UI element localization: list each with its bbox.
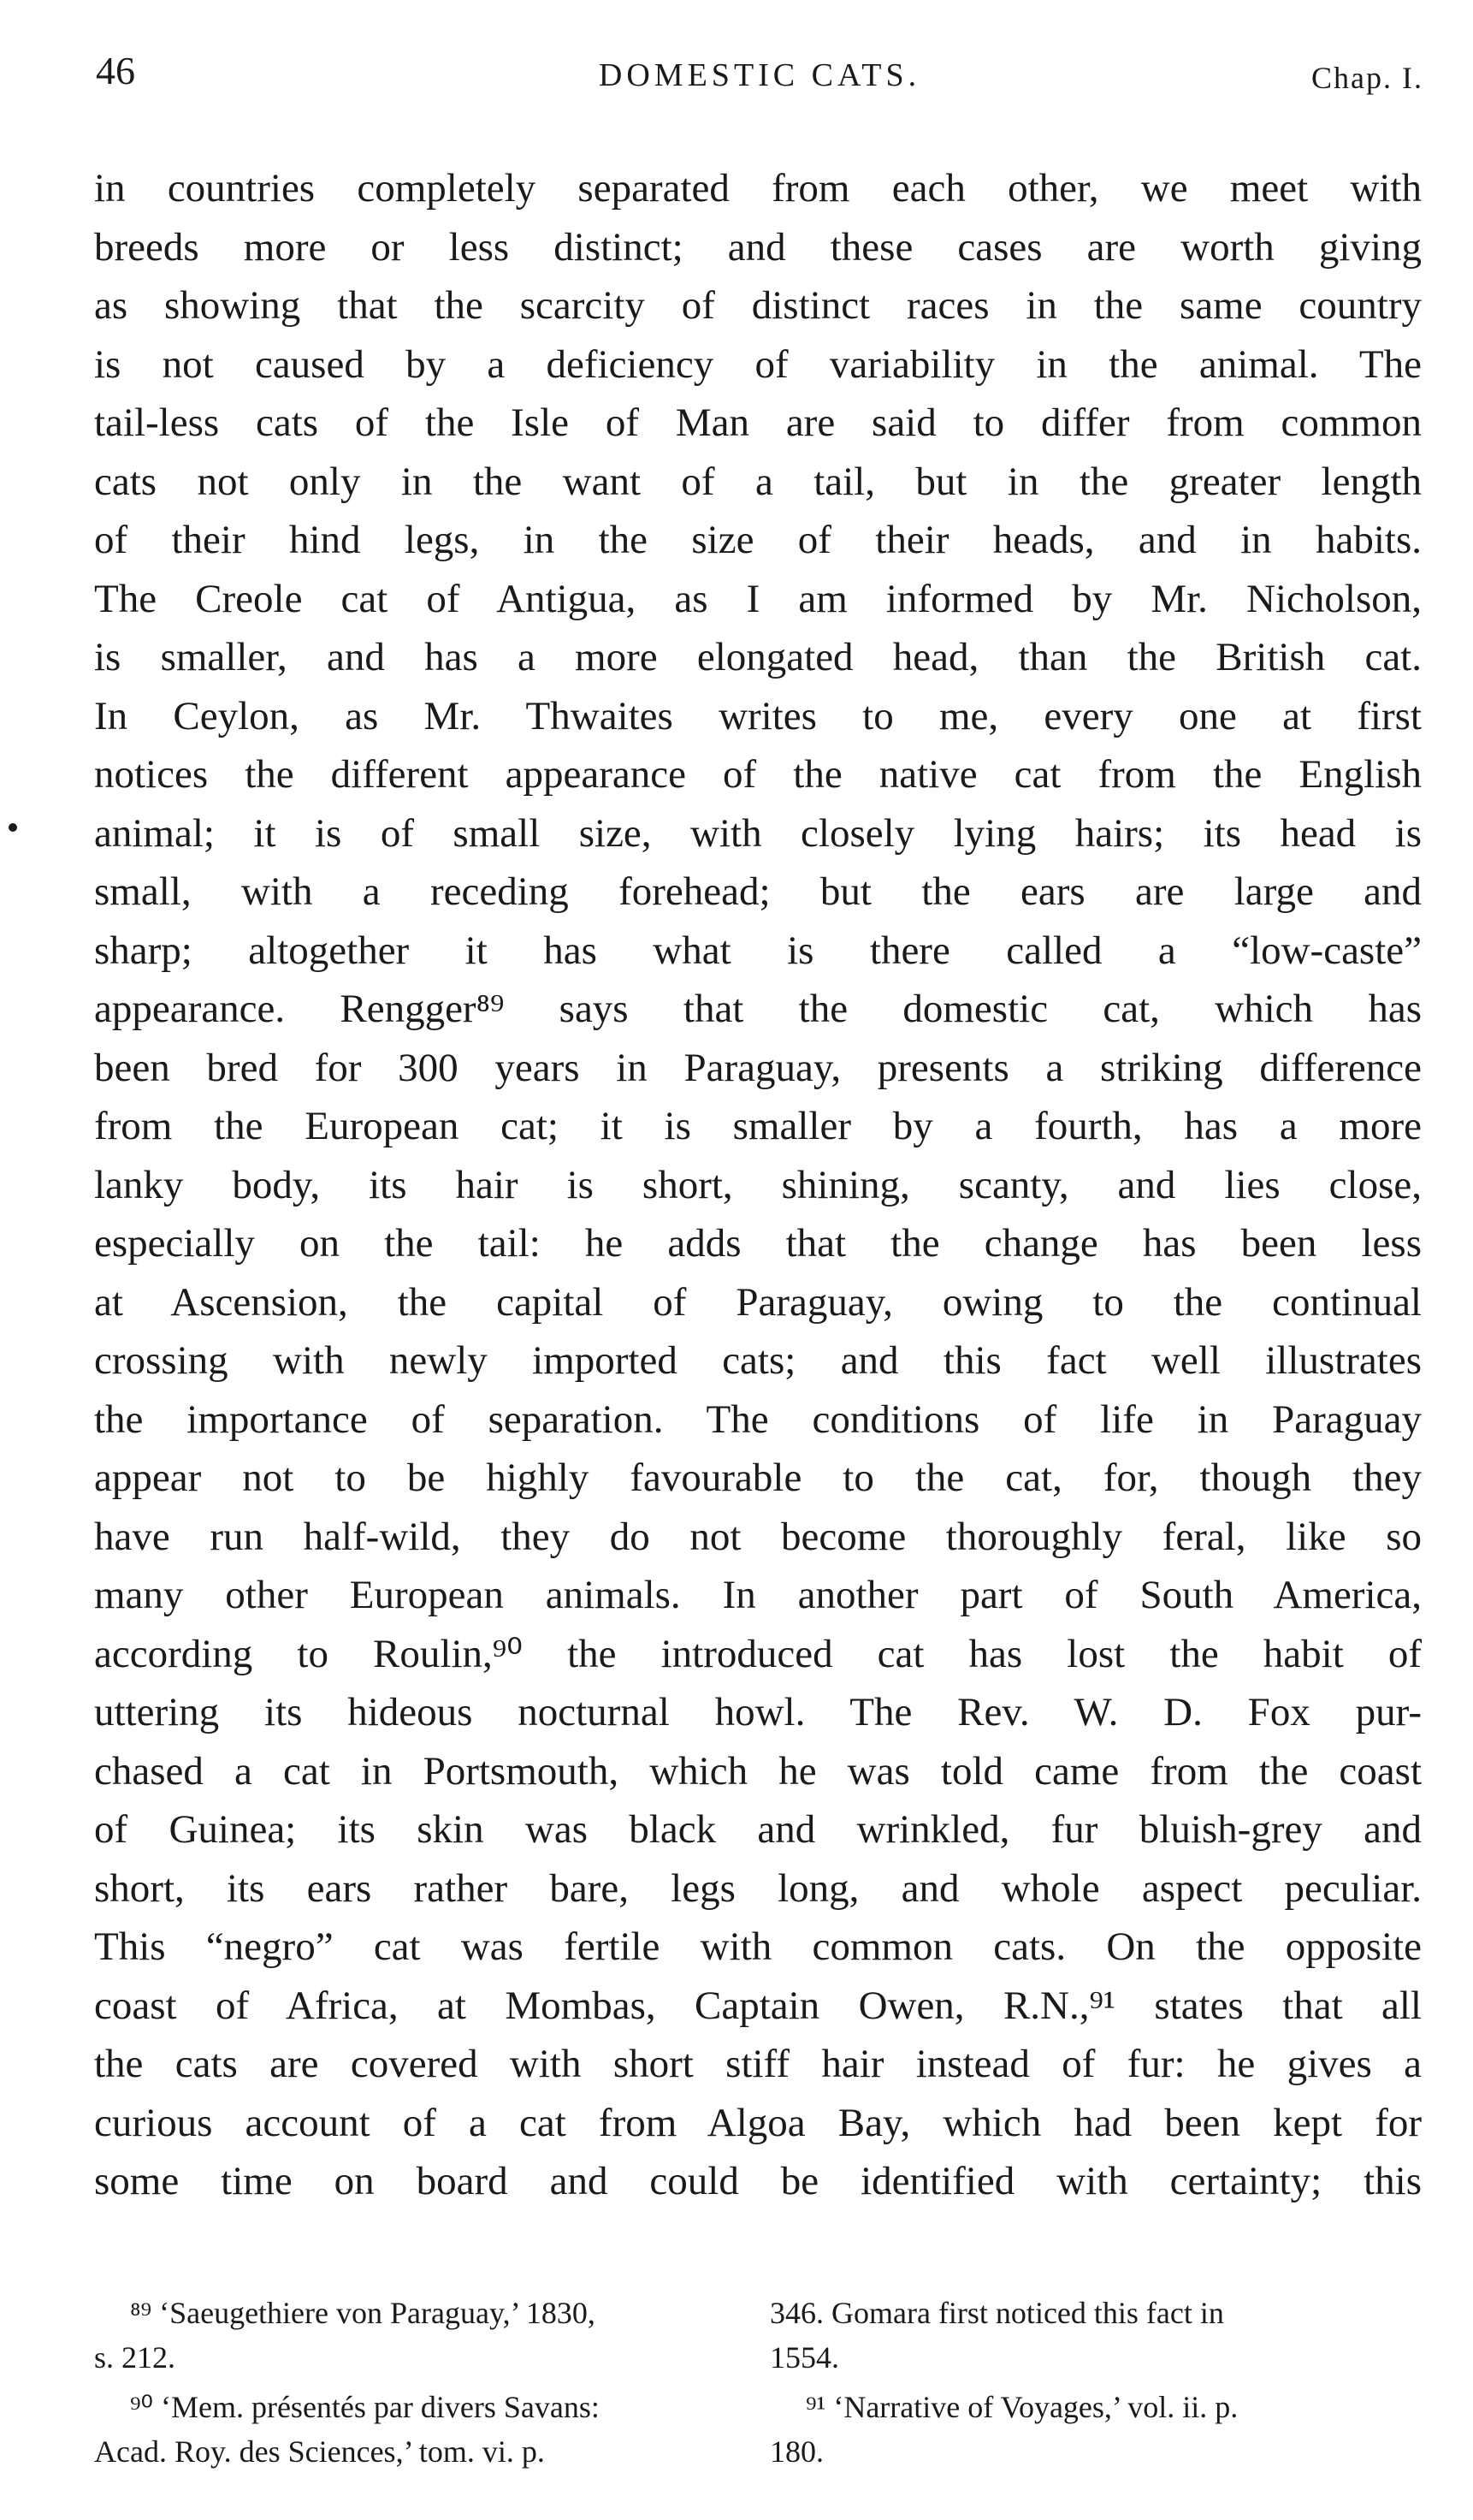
text-line: appearance. Rengger⁸⁹ says that the domestic cat, which has [94, 987, 1422, 1031]
footnote-90-end-continued: 1554. [770, 2340, 839, 2375]
text-line: This “negro” cat was fertile with common cats. On the opposite [94, 1924, 1422, 1969]
text-line: according to Roulin,⁹⁰ the introduced cat has lost the habit of [94, 1631, 1422, 1676]
footnote-90: ⁹⁰ ‘Mem. présentés par divers Savans: [130, 2390, 600, 2424]
text-line: have run half-wild, they do not become thoroughly feral, like so [94, 1514, 1422, 1559]
text-line: of Guinea; its skin was black and wrinkled, fur bluish-grey and [94, 1807, 1422, 1852]
text-line: from the European cat; it is smaller by a fourth, has a more [94, 1104, 1422, 1148]
text-line: many other European animals. In another part of South America, [94, 1573, 1422, 1617]
running-title: DOMESTIC CATS. [598, 57, 921, 93]
text-line: the importance of separation. The conditions of life in Paraguay [94, 1396, 1422, 1442]
text-line: animal; it is of small size, with closely lying hairs; its head is [94, 810, 1422, 856]
text-line: some time on board and could be identified with certainty; this [94, 2159, 1422, 2203]
footnote-91: ⁹¹ ‘Narrative of Voyages,’ vol. ii. p. [806, 2390, 1239, 2424]
text-line: The Creole cat of Antigua, as I am informed by Mr. Nicholson, [94, 576, 1422, 621]
text-line: sharp; altogether it has what is there called a “low-caste” [94, 928, 1422, 973]
text-line: at Ascension, the capital of Paraguay, owing to the continual [94, 1279, 1422, 1325]
text-line: breeds more or less distinct; and these cases are worth giving [94, 224, 1422, 270]
page-number: 46 [96, 49, 135, 92]
text-line: cats not only in the want of a tail, but in the greater length [94, 459, 1422, 504]
text-line: chased a cat in Portsmouth, which he was told came from the coast [94, 1748, 1422, 1794]
text-line: small, with a receding forehead; but the ears are large and [94, 869, 1422, 914]
text-line: crossing with newly imported cats; and this fact well illustrates [94, 1338, 1422, 1383]
margin-dot-mark [9, 823, 17, 832]
footnote-89-continued: s. 212. [94, 2340, 176, 2375]
footnote-91-continued: 180. [770, 2434, 824, 2469]
footnotes [94, 2291, 1422, 2479]
text-line: been bred for 300 years in Paraguay, presents a striking difference [94, 1045, 1422, 1090]
footnotes-left-column [94, 2291, 744, 2474]
footnote-89: ⁸⁹ ‘Saeugethiere von Paraguay,’ 1830, [130, 2296, 595, 2330]
text-line: coast of Africa, at Mombas, Captain Owen, R.N.,⁹¹ states that all [94, 1983, 1422, 2028]
text-line: lanky body, its hair is short, shining, scanty, and lies close, [94, 1162, 1422, 1207]
footnotes-right-column [770, 2291, 1422, 2474]
text-line: appear not to be highly favourable to the cat, for, though they [94, 1456, 1422, 1500]
running-header [96, 48, 1423, 116]
body-text [94, 159, 1422, 2211]
text-line: uttering its hideous nocturnal howl. The Rev. W. D. Fox pur- [94, 1690, 1422, 1734]
footnote-90-continued: Acad. Roy. des Sciences,’ tom. vi. p. [94, 2434, 545, 2469]
footnote-90-end: 346. Gomara first noticed this fact in [770, 2296, 1224, 2330]
text-line: is smaller, and has a more elongated head, than the British cat. [94, 635, 1422, 679]
text-line: in countries completely separated from each other, we meet with [94, 166, 1422, 210]
text-line: curious account of a cat from Algoa Bay, which had been kept for [94, 2100, 1422, 2145]
text-line: of their hind legs, in the size of their heads, and in habits. [94, 518, 1422, 562]
text-line: the cats are covered with short stiff hair instead of fur: he gives a [94, 2042, 1422, 2086]
text-line: as showing that the scarcity of distinct races in the same country [94, 283, 1422, 328]
text-line: In Ceylon, as Mr. Thwaites writes to me, every one at first [94, 693, 1422, 738]
text-line: is not caused by a deficiency of variability in the animal. The [94, 341, 1422, 387]
text-line: especially on the tail: he adds that the change has been less [94, 1221, 1422, 1266]
text-line: short, its ears rather bare, legs long, and whole aspect peculiar. [94, 1865, 1422, 1911]
text-line: tail-less cats of the Isle of Man are said to differ from common [94, 400, 1422, 445]
chapter-label: Chap. I. [1311, 61, 1423, 95]
text-line: notices the different appearance of the native cat from the English [94, 752, 1422, 797]
